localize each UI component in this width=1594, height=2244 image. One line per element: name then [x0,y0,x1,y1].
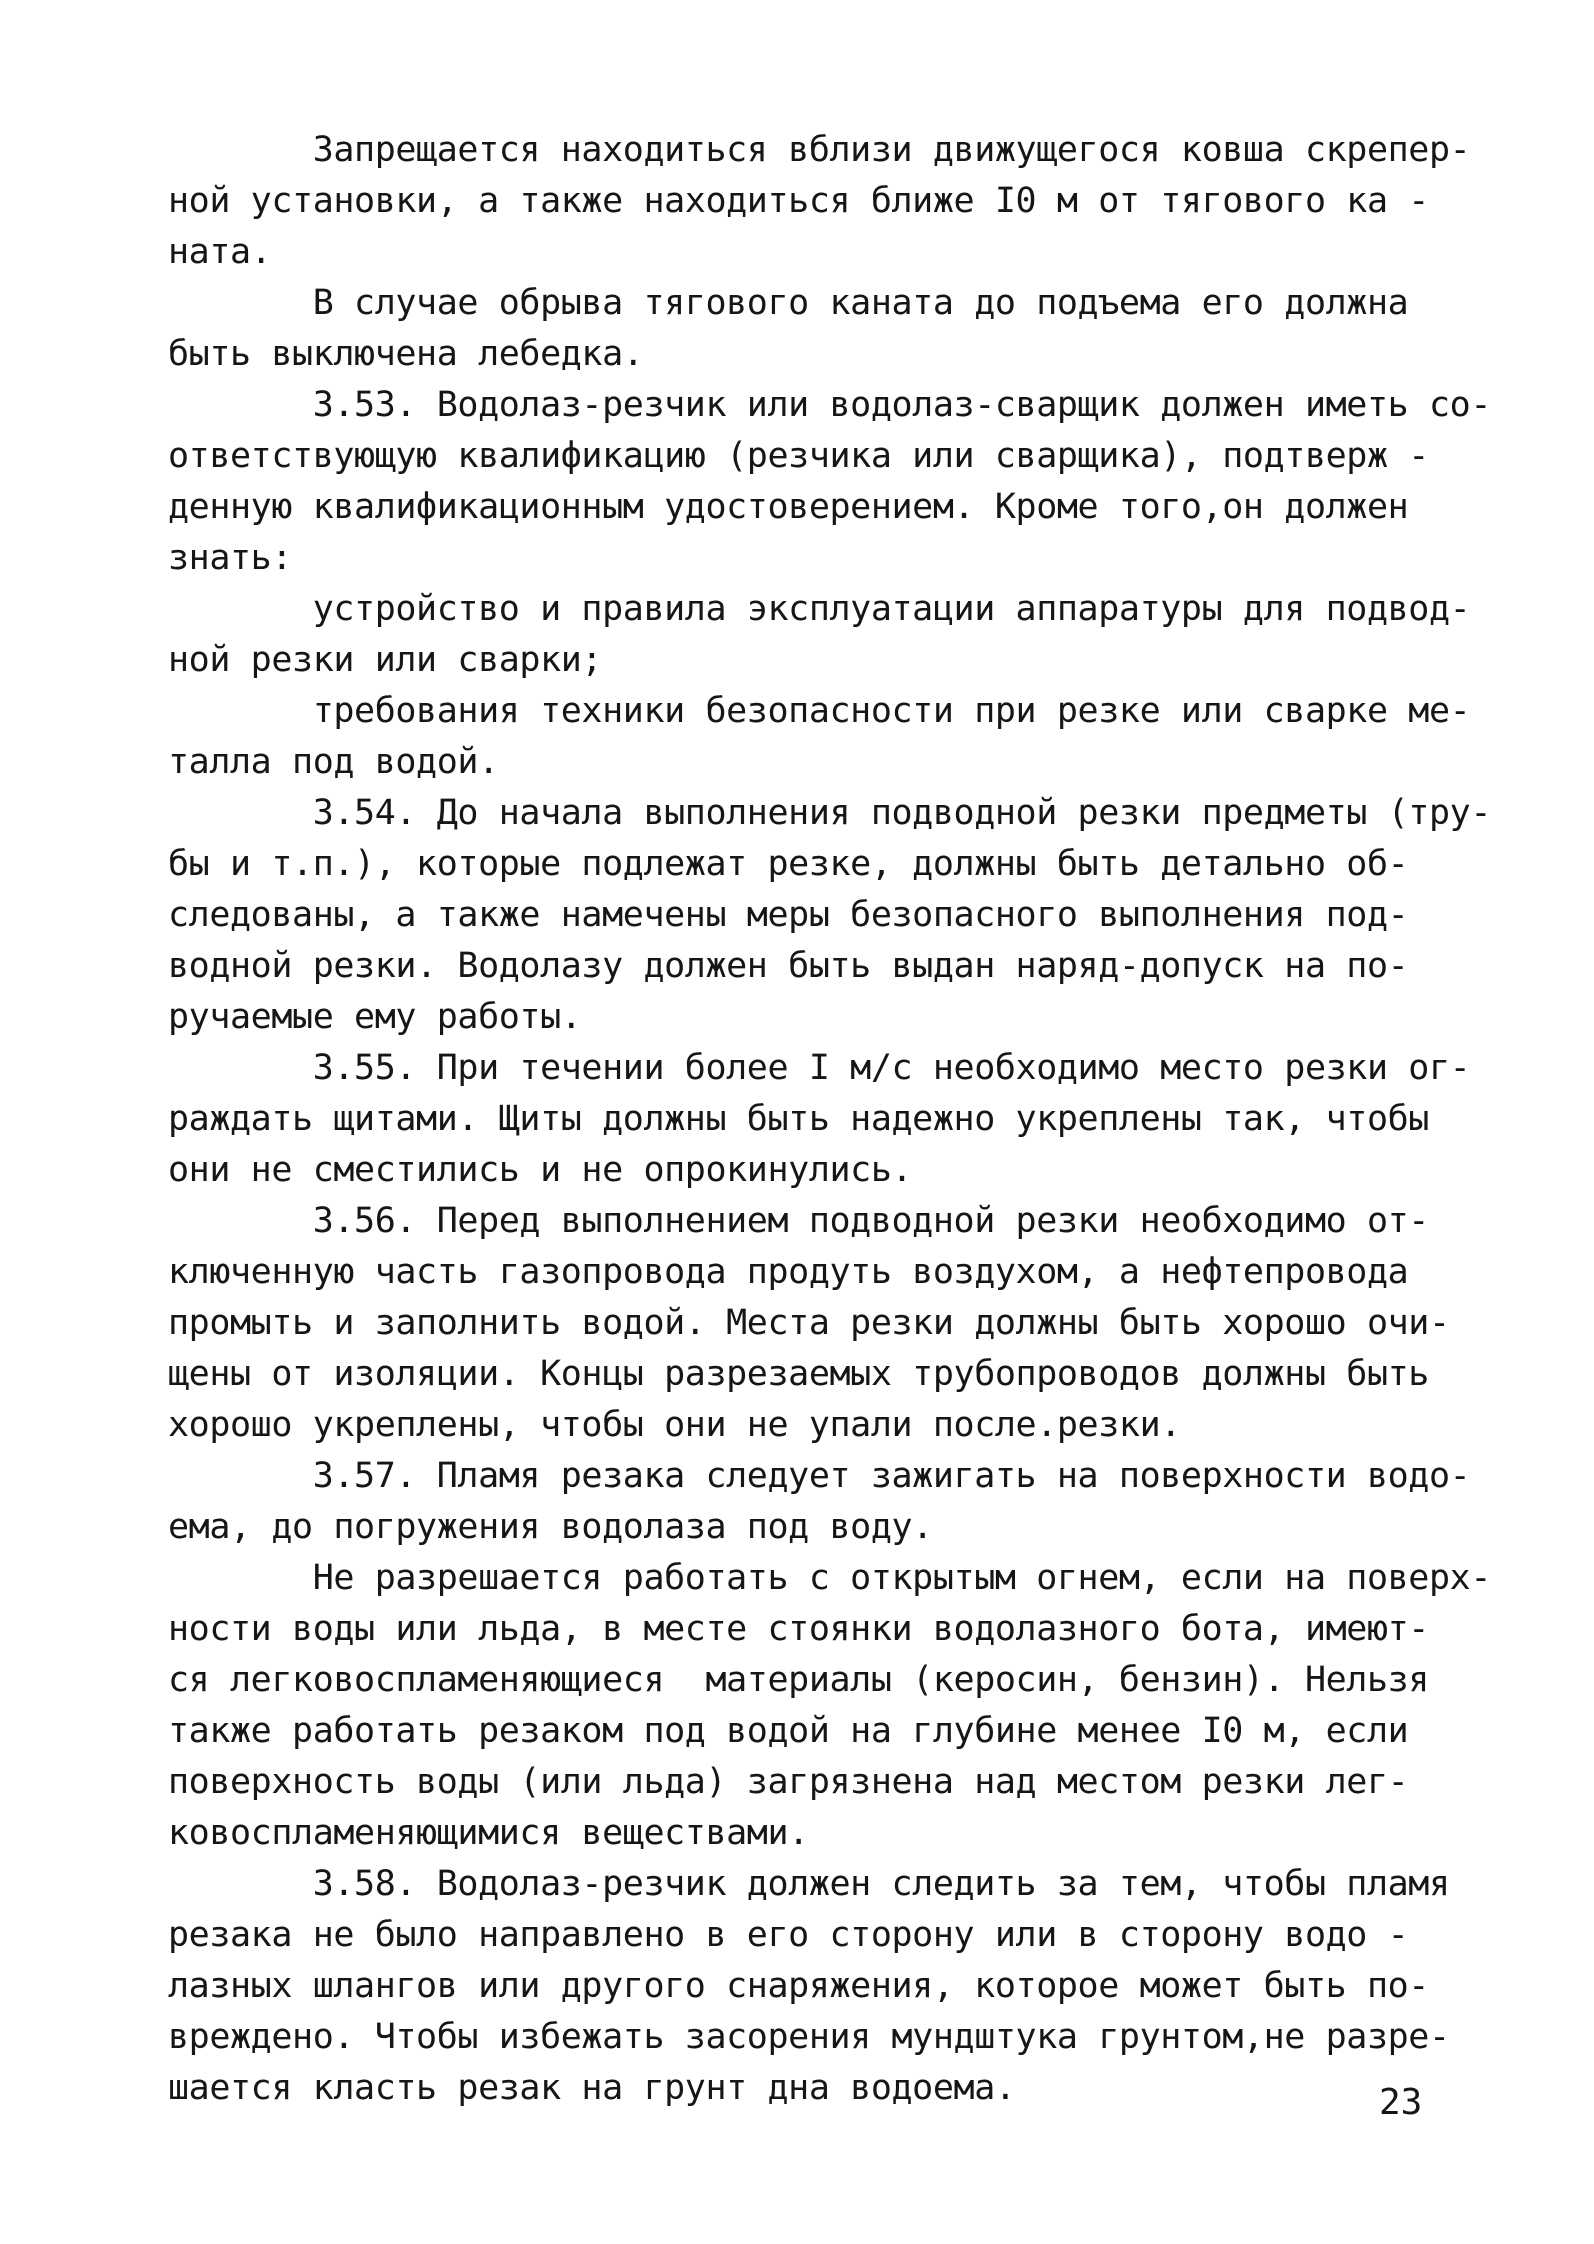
text-line: 3.55. При течении более I м/с необходимо место резки ог- [168,1048,1471,1088]
text-line: 3.54. До начала выполнения подводной резки предметы (тру- [168,793,1491,833]
text-line: 3.53. Водолаз-резчик или водолаз-сварщик должен иметь со- [168,385,1491,425]
page-number: 23 [1379,2082,1423,2123]
text-line: Запрещается находиться вблизи движущегося ковша скрепер- [168,130,1471,170]
text-line: промыть и заполнить водой. Места резки должны быть хорошо очи- [168,1303,1450,1343]
text-line: ной резки или сварки; [168,640,603,680]
text-line: следованы, а также намечены меры безопасного выполнения под- [168,895,1409,935]
text-line: они не сместились и не опрокинулись. [168,1150,913,1190]
text-line: ключенную часть газопровода продуть воздухом, а нефтепровода [168,1252,1409,1292]
text-line: резака не было направлено в его сторону или в сторону водо - [168,1915,1409,1955]
page-body-text [168,125,1491,2114]
text-line: 3.58. Водолаз-резчик должен следить за тем, чтобы пламя [168,1864,1450,1904]
text-line: ответствующую квалификацию (резчика или сварщика), подтверж - [168,436,1429,476]
text-line: ности воды или льда, в месте стоянки водолазного бота, имеют- [168,1609,1429,1649]
text-line: ся легковоспламеняющиеся материалы (керосин, бензин). Нельзя [168,1660,1429,1700]
text-line: устройство и правила эксплуатации аппаратуры для подвод- [168,589,1471,629]
text-line: раждать щитами. Щиты должны быть надежно укреплены так, чтобы [168,1099,1429,1139]
text-line: ема, до погружения водолаза под воду. [168,1507,933,1547]
text-line: быть выключена лебедка. [168,334,644,374]
text-line: В случае обрыва тягового каната до подъема его должна [168,283,1409,323]
text-line: также работать резаком под водой на глубине менее I0 м, если [168,1711,1409,1751]
text-line: талла под водой. [168,742,499,782]
text-line: ручаемые ему работы. [168,997,582,1037]
text-line: бы и т.п.), которые подлежат резке, должны быть детально об- [168,844,1409,884]
text-line: ной установки, а также находиться ближе I0 м от тягового ка - [168,181,1429,221]
text-line: лазных шлангов или другого снаряжения, которое может быть по- [168,1966,1429,2006]
text-line: Не разрешается работать с открытым огнем, если на поверх- [168,1558,1491,1598]
text-line: денную квалификационным удостоверением. Кроме того,он должен [168,487,1409,527]
text-line: требования техники безопасности при резке или сварке ме- [168,691,1471,731]
text-line: щены от изоляции. Концы разрезаемых трубопроводов должны быть [168,1354,1429,1394]
text-line: ковоспламеняющимися веществами. [168,1813,809,1853]
text-line: хорошо укреплены, чтобы они не упали после.резки. [168,1405,1181,1445]
text-line: шается класть резак на грунт дна водоема. [168,2068,1016,2108]
text-line: ната. [168,232,272,272]
text-line: водной резки. Водолазу должен быть выдан наряд-допуск на по- [168,946,1409,986]
text-line: 3.56. Перед выполнением подводной резки необходимо от- [168,1201,1429,1241]
text-line: вреждено. Чтобы избежать засорения мундштука грунтом,не разре- [168,2017,1450,2057]
text-line: знать: [168,538,293,578]
text-line: поверхность воды (или льда) загрязнена над местом резки лег- [168,1762,1409,1802]
text-line: 3.57. Пламя резака следует зажигать на поверхности водо- [168,1456,1471,1496]
